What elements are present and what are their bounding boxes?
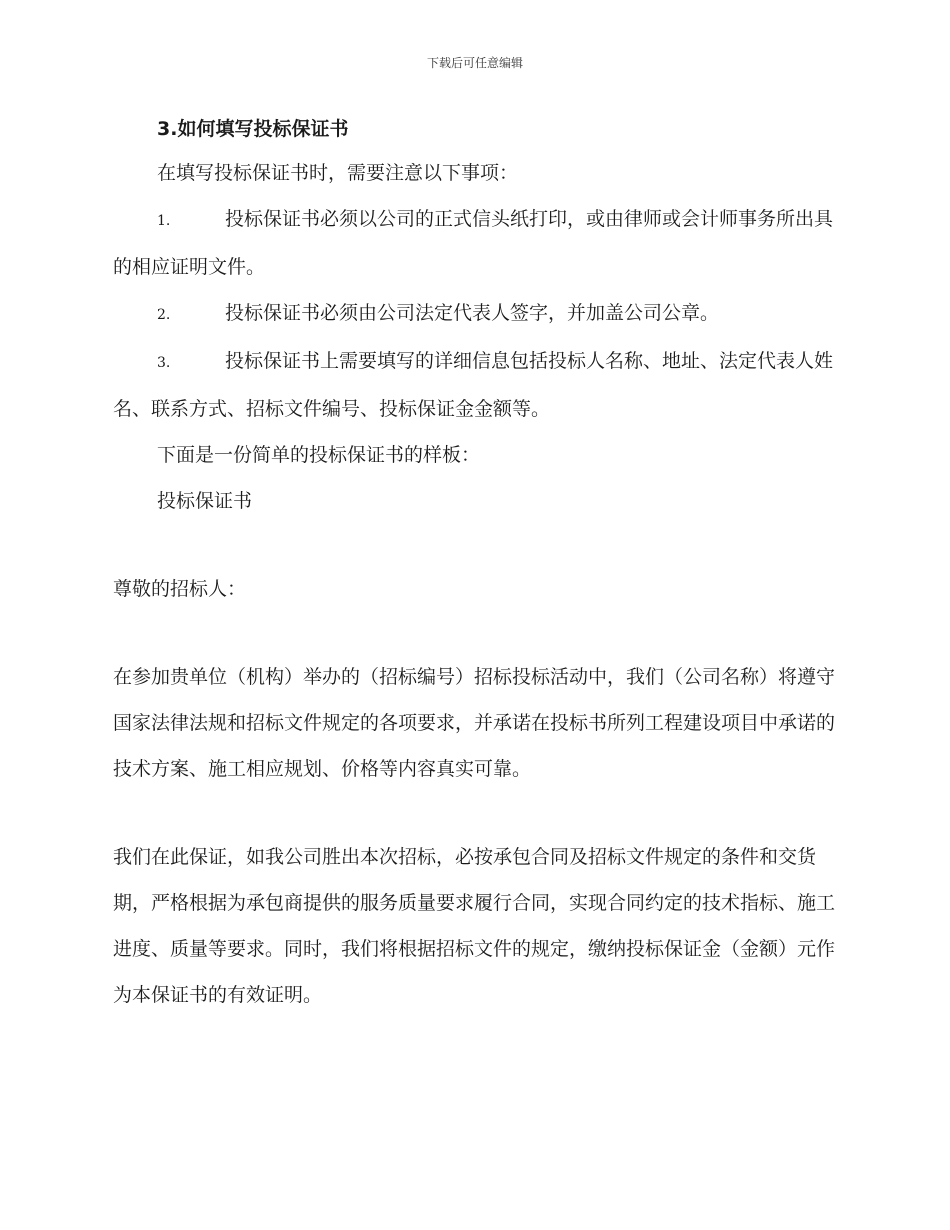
list-item-2 xyxy=(113,290,835,338)
list-number: 2. xyxy=(157,307,171,323)
list-number: 1. xyxy=(157,213,171,229)
template-title: 投标保证书 xyxy=(157,490,253,512)
list-item-1 xyxy=(113,196,835,290)
salutation: 尊敬的招标人： xyxy=(113,578,247,600)
list-number: 3. xyxy=(157,355,171,371)
page-header: 下载后可任意编辑 xyxy=(426,56,523,70)
body-paragraph-2: 我们在此保证，如我公司胜出本次招标，必按承包合同及招标文件规定的条件和交货期，严格根据为承包商提供的服务质量要求履行合同，实现合同约定的技术指标、施工进度、质量等要求。同时，我们将根据招标文件的规定，缴纳投标保证金（金额）元作为本保证书的有效证明。 xyxy=(113,846,836,1006)
list-item-text: 投标保证书必须以公司的正式信头纸打印，或由律师或会计师事务所出具的相应证明文件。 xyxy=(113,208,834,278)
section-title: 3.如何填写投标保证书 xyxy=(157,118,349,140)
list-item-text: 投标保证书必须由公司法定代表人签字，并加盖公司公章。 xyxy=(225,302,720,324)
intro-paragraph: 在填写投标保证书时，需要注意以下事项： xyxy=(157,162,519,184)
list-item-text: 投标保证书上需要填写的详细信息包括投标人名称、地址、法定代表人姓名、联系方式、招标文件编号、投标保证金金额等。 xyxy=(113,350,834,420)
template-intro: 下面是一份简单的投标保证书的样板： xyxy=(157,444,481,466)
document-body xyxy=(113,112,835,1018)
list-item-3 xyxy=(113,338,835,432)
body-paragraph-1: 在参加贵单位（机构）举办的（招标编号）招标投标活动中，我们（公司名称）将遵守国家法律法规和招标文件规定的各项要求，并承诺在投标书所列工程建设项目中承诺的技术方案、施工相应规划、价格等内容真实可靠。 xyxy=(113,666,836,780)
